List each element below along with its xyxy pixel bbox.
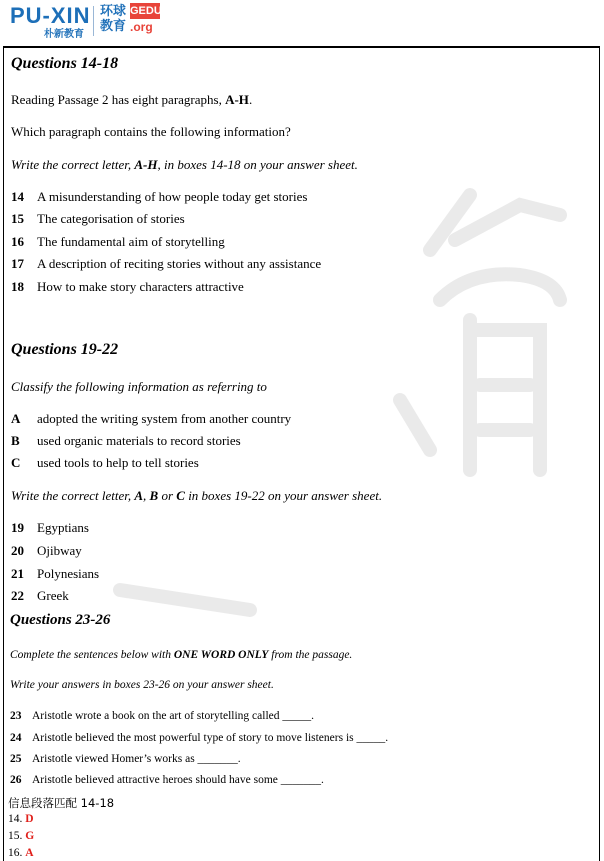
question-number: 15 bbox=[11, 211, 24, 226]
question-text: Aristotle believed attractive heroes should have some _______. bbox=[32, 774, 324, 786]
question-number: 18 bbox=[11, 279, 24, 294]
puxin-logo: PU-XIN bbox=[10, 3, 91, 28]
answers-heading: 信息段落匹配 14-18 bbox=[8, 796, 115, 810]
question-number: 22 bbox=[11, 588, 24, 603]
page-header bbox=[0, 0, 604, 44]
hq-logo-line1: 环球 bbox=[100, 4, 127, 19]
question-text: Aristotle wrote a book on the art of storytelling called _____. bbox=[32, 710, 315, 722]
question-number: 21 bbox=[11, 566, 24, 581]
question-text: Aristotle viewed Homer’s works as _______. bbox=[32, 753, 241, 765]
section2-title: Questions 19-22 bbox=[11, 341, 119, 358]
question-number: 26 bbox=[10, 774, 22, 786]
question-text: Egyptians bbox=[37, 520, 89, 535]
section1-instructions: Write the correct letter, A-H, in boxes 14-18 on your answer sheet. bbox=[11, 157, 358, 172]
question-number: 17 bbox=[11, 256, 24, 271]
answer-item: 14. D bbox=[8, 813, 34, 825]
section3-instructions: Write your answers in boxes 23-26 on your answer sheet. bbox=[10, 679, 274, 691]
answer-letter: A bbox=[25, 847, 34, 859]
logo-divider bbox=[93, 6, 94, 36]
answer-letter: G bbox=[25, 830, 35, 842]
section2-instructions: Write the correct letter, A, B or C in boxes 19-22 on your answer sheet. bbox=[11, 488, 383, 503]
question-number: 16 bbox=[11, 234, 24, 249]
question-number: 25 bbox=[10, 753, 22, 765]
gedu-org: .org bbox=[130, 20, 153, 34]
section3-complete: Complete the sentences below with ONE WORD ONLY from the passage. bbox=[10, 649, 353, 661]
option-letter: C bbox=[11, 455, 21, 470]
question-text: A description of reciting stories without any assistance bbox=[37, 256, 322, 271]
question-text: Greek bbox=[37, 588, 69, 603]
question-number: 20 bbox=[11, 543, 24, 558]
puxin-logo-subtitle: 朴新教育 bbox=[44, 29, 84, 40]
answer-item: 16. A bbox=[8, 847, 34, 859]
section1-intro: Reading Passage 2 has eight paragraphs, A-H. bbox=[11, 92, 253, 107]
answer-letter: D bbox=[25, 813, 34, 825]
question-number: 23 bbox=[10, 710, 22, 722]
gedu-badge: GEDU bbox=[130, 5, 162, 17]
question-text: How to make story characters attractive bbox=[37, 279, 244, 294]
option-text: adopted the writing system from another country bbox=[37, 411, 292, 426]
question-text: A misunderstanding of how people today get stories bbox=[37, 189, 308, 204]
section3-title: Questions 23-26 bbox=[10, 612, 111, 628]
section1-question: Which paragraph contains the following information? bbox=[11, 124, 291, 139]
option-letter: A bbox=[11, 411, 21, 426]
option-letter: B bbox=[11, 433, 20, 448]
hq-logo-line2: 教育 bbox=[100, 19, 127, 34]
section1-title: Questions 14-18 bbox=[11, 55, 119, 72]
question-text: Aristotle believed the most powerful type of story to move listeners is _____. bbox=[32, 732, 389, 744]
question-text: Ojibway bbox=[37, 543, 82, 558]
question-number: 24 bbox=[10, 732, 22, 744]
question-number: 14 bbox=[11, 189, 24, 204]
option-text: used tools to help to tell stories bbox=[37, 455, 199, 470]
answer-item: 15. G bbox=[8, 830, 35, 842]
question-text: The categorisation of stories bbox=[37, 211, 185, 226]
question-number: 19 bbox=[11, 520, 24, 535]
option-text: used organic materials to record stories bbox=[37, 433, 241, 448]
question-text: The fundamental aim of storytelling bbox=[37, 234, 225, 249]
section2-classify: Classify the following information as referring to bbox=[11, 379, 267, 394]
question-text: Polynesians bbox=[37, 566, 100, 581]
hq-logo bbox=[100, 4, 126, 34]
